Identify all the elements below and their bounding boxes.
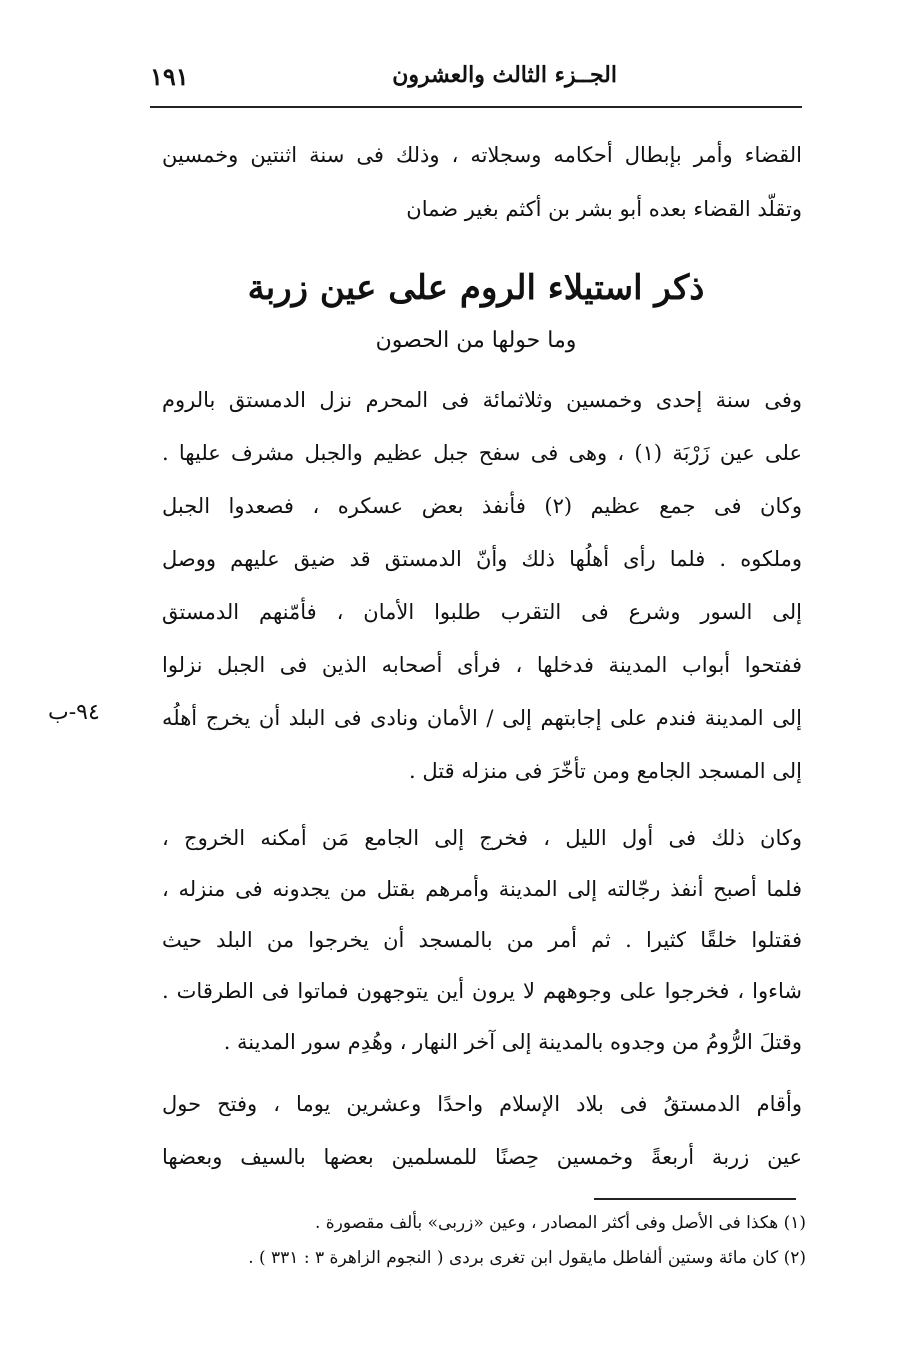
header-title: الجــزء الثالث والعشرون — [392, 62, 617, 88]
paragraph1-line-7: إلى المدينة فندم على إجابتهم إلى / الأمان ونادى فى البلد أن يخرج أهلُه — [162, 706, 802, 730]
paragraph1-line-3: وكان فى جمع عظيم (٢) فأنفذ بعض عسكره ، فصعدوا الجبل — [162, 494, 802, 518]
footnote-rule — [594, 1198, 796, 1200]
paragraph3-line-1: وأقام الدمستقُ فى بلاد الإسلام واحدًا وعشرين يوما ، وفتح حول — [162, 1092, 802, 1116]
header-rule — [150, 106, 802, 108]
footnote-2: (٢) كان مائة وستين ألفاطل مايقول ابن تغرى بردى ( النجوم الزاهرة ٣ : ٣٣١ ) . — [248, 1248, 806, 1268]
paragraph3-line-2: عين زربة أربعةً وخمسين حِصنًا للمسلمين بعضها بالسيف وبعضها — [162, 1145, 802, 1169]
paragraph1-line-5: إلى السور وشرع فى التقرب طلبوا الأمان ، فأمّنهم الدمستق — [162, 600, 802, 624]
paragraph1-line-8: إلى المسجد الجامع ومن تأخّرَ فى منزله قتل . — [409, 759, 802, 783]
paragraph2-line-4: شاءوا ، فخرجوا على وجوههم لا يرون أين يتوجهون فماتوا فى الطرقات . — [162, 979, 802, 1003]
intro-line-2: وتقلّد القضاء بعده أبو بشر بن أكثم بغير ضمان — [406, 197, 802, 221]
paragraph2-line-2: فلما أصبح أنفذ رجّالته إلى المدينة وأمرهم بقتل من يجدونه فى منزله ، — [162, 877, 802, 901]
paragraph1-line-6: ففتحوا أبواب المدينة فدخلها ، فرأى أصحابه الذين فى الجبل نزلوا — [162, 653, 802, 677]
paragraph1-line-1: وفى سنة إحدى وخمسين وثلاثمائة فى المحرم نزل الدمستق بالروم — [162, 388, 802, 412]
running-header — [150, 62, 802, 94]
manuscript-folio-note: ٩٤-ب — [48, 700, 100, 725]
paragraph1-line-4: وملكوه . فلما رأى أهلُها ذلك وأنّ الدمستق قد ضيق عليهم ووصل — [162, 547, 802, 571]
intro-line-1: القضاء وأمر بإبطال أحكامه وسجلاته ، وذلك فى سنة اثنتين وخمسين — [162, 143, 802, 167]
page-number: ١٩١ — [150, 62, 189, 91]
paragraph2-line-5: وقتلَ الرُّومُ من وجدوه بالمدينة إلى آخر النهار ، وهُدِم سور المدينة . — [223, 1030, 802, 1054]
section-subheading: وما حولها من الحصون — [375, 328, 577, 353]
paragraph1-line-2: على عين زَرْبَة (١) ، وهى فى سفح جبل عظيم والجبل مشرف عليها . — [162, 441, 802, 465]
paragraph2-line-1: وكان ذلك فى أول الليل ، فخرج إلى الجامع مَن أمكنه الخروج ، — [162, 826, 802, 850]
section-heading: ذكر استيلاء الروم على عين زربة — [247, 268, 705, 308]
footnote-1: (١) هكذا فى الأصل وفى أكثر المصادر ، وعين «زربى» بألف مقصورة . — [314, 1213, 806, 1233]
paragraph2-line-3: فقتلوا خلقًا كثيرا . ثم أمر من بالمسجد أن يخرجوا من البلد حيث — [162, 928, 802, 952]
